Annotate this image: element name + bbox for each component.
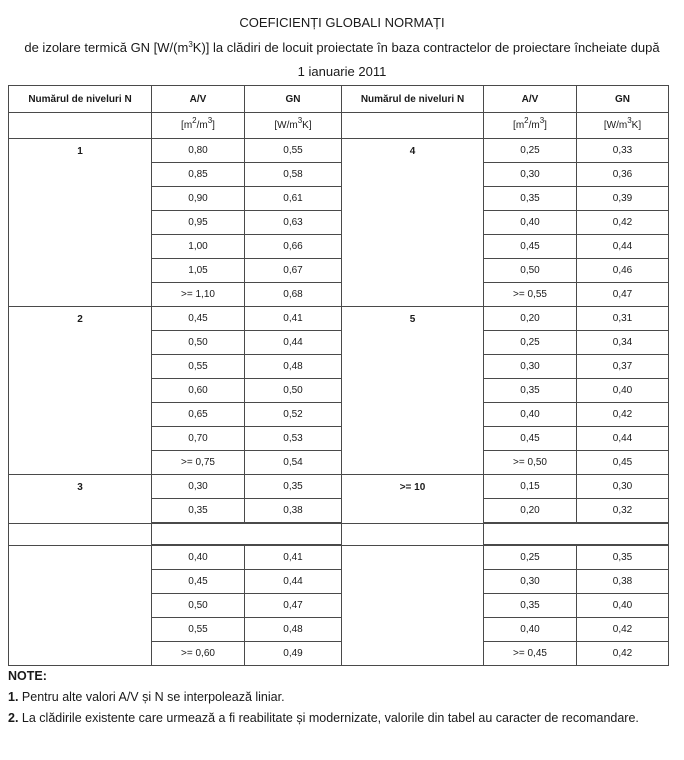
gn-cell: 0,42 bbox=[577, 642, 669, 666]
note-item bbox=[8, 707, 666, 730]
level-cell-left: 2 bbox=[9, 307, 152, 475]
note-text: La clădirile existente care urmează a fi reabilitate și modernizate, valorile din tabel au caracter de recomandare. bbox=[18, 711, 639, 725]
gn-cell: 0,31 bbox=[577, 307, 669, 331]
separator-cell bbox=[342, 523, 484, 545]
level-cell-right: 4 bbox=[342, 139, 484, 307]
gn-cell: 0,42 bbox=[577, 618, 669, 642]
av-cell: 0,45 bbox=[484, 427, 577, 451]
gn-cell: 0,38 bbox=[577, 570, 669, 594]
gn-cell: 0,44 bbox=[577, 235, 669, 259]
av-cell: 0,80 bbox=[152, 139, 245, 163]
av-cell: >= 0,50 bbox=[484, 451, 577, 475]
gn-cell: 0,39 bbox=[577, 187, 669, 211]
notes-heading: NOTE: bbox=[8, 669, 47, 683]
av-cell: 0,20 bbox=[484, 499, 577, 524]
av-cell: 0,40 bbox=[152, 545, 245, 570]
gn-cell: 0,40 bbox=[577, 379, 669, 403]
gn-cell: 0,68 bbox=[245, 283, 342, 307]
av-cell: 0,55 bbox=[152, 355, 245, 379]
av-cell: 0,35 bbox=[152, 499, 245, 524]
gn-cell: 0,41 bbox=[245, 307, 342, 331]
gn-cell: 0,58 bbox=[245, 163, 342, 187]
av-cell: >= 0,45 bbox=[484, 642, 577, 666]
gn-cell: 0,30 bbox=[577, 475, 669, 499]
header-av-right: A/V bbox=[484, 86, 577, 113]
av-cell: 0,30 bbox=[484, 163, 577, 187]
separator-cell bbox=[152, 523, 342, 545]
av-cell: 0,70 bbox=[152, 427, 245, 451]
gn-cell: 0,33 bbox=[577, 139, 669, 163]
av-cell: 0,35 bbox=[484, 187, 577, 211]
av-cell: >= 0,55 bbox=[484, 283, 577, 307]
av-cell: 0,55 bbox=[152, 618, 245, 642]
gn-cell: 0,35 bbox=[245, 475, 342, 499]
gn-cell: 0,44 bbox=[577, 427, 669, 451]
header-gn-right: GN bbox=[577, 86, 669, 113]
av-cell: 0,25 bbox=[484, 545, 577, 570]
av-cell: 0,25 bbox=[484, 331, 577, 355]
gn-cell: 0,45 bbox=[577, 451, 669, 475]
gn-cell: 0,46 bbox=[577, 259, 669, 283]
av-cell: 0,45 bbox=[484, 235, 577, 259]
gn-cell: 0,50 bbox=[245, 379, 342, 403]
note-item bbox=[8, 686, 666, 709]
av-cell: 0,15 bbox=[484, 475, 577, 499]
gn-cell: 0,42 bbox=[577, 403, 669, 427]
av-cell: 0,40 bbox=[484, 211, 577, 235]
av-cell: 0,20 bbox=[484, 307, 577, 331]
gn-cell: 0,34 bbox=[577, 331, 669, 355]
table-row bbox=[9, 545, 669, 570]
header-levels-left: Numărul de niveluri N bbox=[9, 86, 152, 113]
gn-cell: 0,61 bbox=[245, 187, 342, 211]
units-row bbox=[9, 113, 669, 139]
level-cell-left: 3 bbox=[9, 475, 152, 524]
gn-cell: 0,37 bbox=[577, 355, 669, 379]
av-cell: 0,85 bbox=[152, 163, 245, 187]
gn-cell: 0,35 bbox=[577, 545, 669, 570]
level-cell-left: 1 bbox=[9, 139, 152, 307]
gn-cell: 0,47 bbox=[577, 283, 669, 307]
av-cell: 0,60 bbox=[152, 379, 245, 403]
av-cell: 0,65 bbox=[152, 403, 245, 427]
gn-cell: 0,48 bbox=[245, 618, 342, 642]
unit-av-right: $[m^2/m^3]$ bbox=[484, 113, 577, 139]
note-text: Pentru alte valori A/V și N se interpolează liniar. bbox=[18, 690, 285, 704]
gn-cell: 0,66 bbox=[245, 235, 342, 259]
av-cell: 0,30 bbox=[484, 570, 577, 594]
gn-cell: 0,54 bbox=[245, 451, 342, 475]
gn-cell: 0,36 bbox=[577, 163, 669, 187]
av-cell: >= 1,10 bbox=[152, 283, 245, 307]
row-separator bbox=[9, 523, 669, 545]
gn-cell: 0,53 bbox=[245, 427, 342, 451]
gn-cell: 0,47 bbox=[245, 594, 342, 618]
av-cell: 0,30 bbox=[152, 475, 245, 499]
gn-cell: 0,44 bbox=[245, 570, 342, 594]
header-gn-left: GN bbox=[245, 86, 342, 113]
gn-cell: 0,55 bbox=[245, 139, 342, 163]
av-cell: 0,35 bbox=[484, 379, 577, 403]
units-empty-left bbox=[9, 113, 152, 139]
av-cell: 0,50 bbox=[152, 594, 245, 618]
av-cell: 0,25 bbox=[484, 139, 577, 163]
gn-cell: 0,67 bbox=[245, 259, 342, 283]
gn-cell: 0,42 bbox=[577, 211, 669, 235]
note-number: 2. bbox=[8, 711, 19, 725]
av-cell: 0,95 bbox=[152, 211, 245, 235]
gn-cell: 0,63 bbox=[245, 211, 342, 235]
page-subtitle: de izolare termică GN $[W/(m^3K)]$ la clădiri de locuit proiectate în baza contractelor de proiectare încheiate după bbox=[24, 40, 660, 55]
separator-cell bbox=[9, 523, 152, 545]
av-cell: 1,05 bbox=[152, 259, 245, 283]
gn-cell: 0,52 bbox=[245, 403, 342, 427]
gn-cell: 0,48 bbox=[245, 355, 342, 379]
unit-gn-right: $[W/m^3K]$ bbox=[577, 113, 669, 139]
av-cell: 0,45 bbox=[152, 307, 245, 331]
header-levels-right: Numărul de niveluri N bbox=[342, 86, 484, 113]
table-row bbox=[9, 307, 669, 331]
gn-cell: 0,41 bbox=[245, 545, 342, 570]
unit-av-left: $[m^2/m^3]$ bbox=[152, 113, 245, 139]
av-cell: >= 0,60 bbox=[152, 642, 245, 666]
av-cell: 0,35 bbox=[484, 594, 577, 618]
table-row bbox=[9, 475, 669, 499]
gn-cell: 0,44 bbox=[245, 331, 342, 355]
page-title: COEFICIENȚI GLOBALI NORMAȚI bbox=[239, 15, 445, 30]
page-subtitle-line2: 1 ianuarie 2011 bbox=[297, 64, 387, 79]
units-empty-right bbox=[342, 113, 484, 139]
av-cell: 1,00 bbox=[152, 235, 245, 259]
header-row bbox=[9, 86, 669, 113]
table-row bbox=[9, 139, 669, 163]
separator-cell bbox=[484, 523, 669, 545]
av-cell: 0,50 bbox=[484, 259, 577, 283]
gn-cell: 0,38 bbox=[245, 499, 342, 524]
gn-cell: 0,32 bbox=[577, 499, 669, 524]
level-cell-right: >= 10 bbox=[342, 475, 484, 524]
av-cell: 0,30 bbox=[484, 355, 577, 379]
av-cell: 0,40 bbox=[484, 403, 577, 427]
av-cell: 0,40 bbox=[484, 618, 577, 642]
gn-cell: 0,40 bbox=[577, 594, 669, 618]
note-number: 1. bbox=[8, 690, 19, 704]
unit-gn-left: $[W/m^3K]$ bbox=[245, 113, 342, 139]
coefficients-table bbox=[8, 85, 669, 666]
av-cell: 0,45 bbox=[152, 570, 245, 594]
level-cell-right: 5 bbox=[342, 307, 484, 475]
header-av-left: A/V bbox=[152, 86, 245, 113]
av-cell: 0,90 bbox=[152, 187, 245, 211]
level-cell-right bbox=[342, 545, 484, 666]
av-cell: >= 0,75 bbox=[152, 451, 245, 475]
av-cell: 0,50 bbox=[152, 331, 245, 355]
level-cell-left bbox=[9, 545, 152, 666]
gn-cell: 0,49 bbox=[245, 642, 342, 666]
